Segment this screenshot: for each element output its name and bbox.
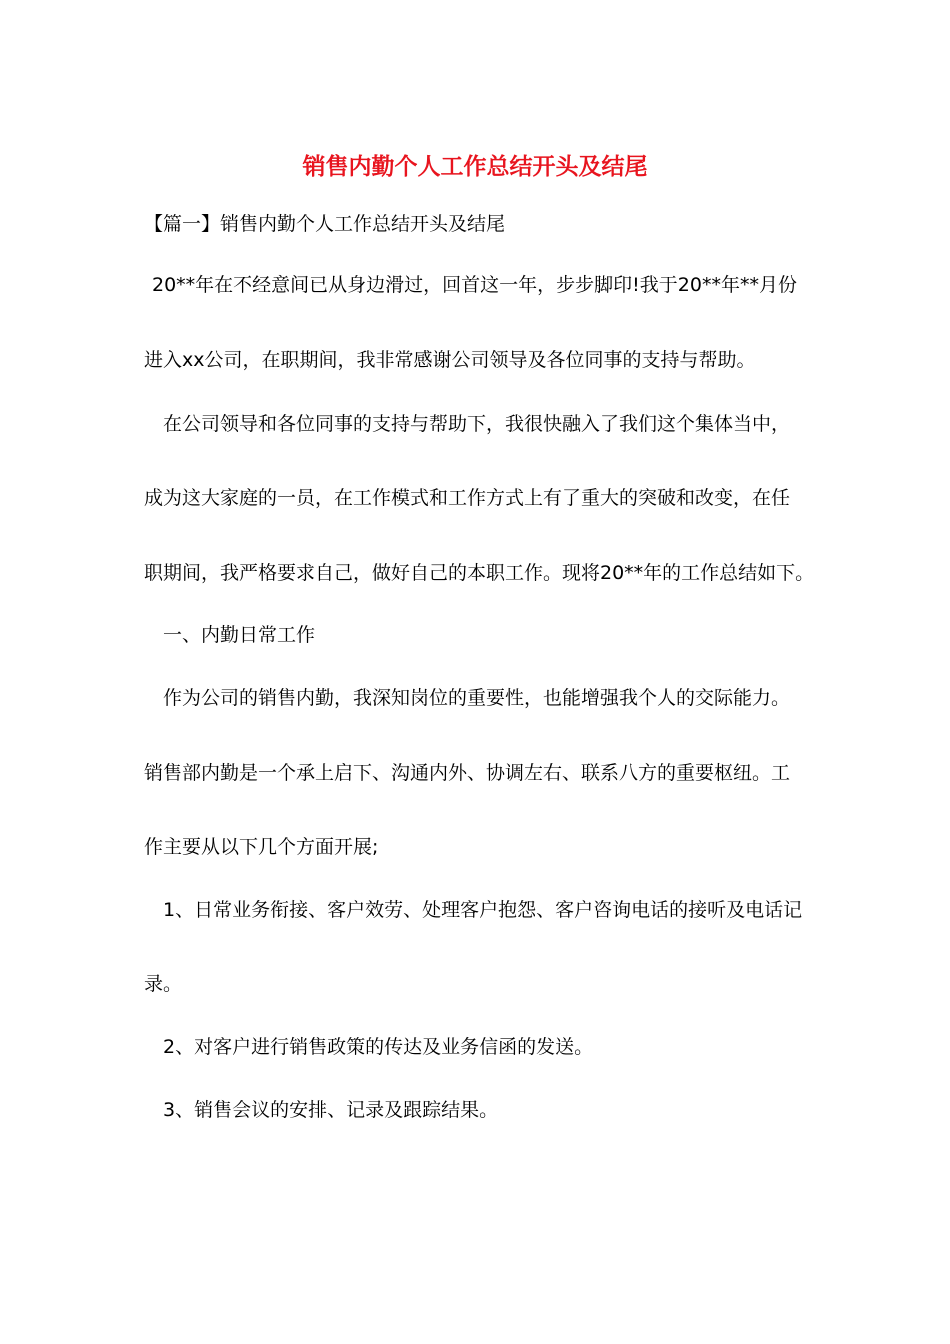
paragraph-line: 成为这大家庭的一员，在工作模式和工作方式上有了重大的突破和改变，在任 <box>144 487 791 509</box>
paragraph-line: 销售部内勤是一个承上启下、沟通内外、协调左右、联系八方的重要枢纽。工 <box>144 762 791 784</box>
list-item: 1、日常业务衔接、客户效劳、处理客户抱怨、客户咨询电话的接听及电话记 <box>163 899 803 921</box>
section-heading: 【篇一】销售内勤个人工作总结开头及结尾 <box>144 213 506 235</box>
document-title: 销售内勤个人工作总结开头及结尾 <box>302 153 648 180</box>
paragraph-line: 作为公司的销售内勤，我深知岗位的重要性，也能增强我个人的交际能力。 <box>163 687 791 709</box>
list-item: 2、对客户进行销售政策的传达及业务信函的发送。 <box>163 1036 594 1058</box>
paragraph-line: 作主要从以下几个方面开展; <box>144 836 379 858</box>
paragraph-line: 职期间，我严格要求自己，做好自己的本职工作。现将20**年的工作总结如下。 <box>144 562 815 584</box>
list-item-continuation: 录。 <box>144 973 183 995</box>
paragraph-line: 20**年在不经意间已从身边滑过，回首这一年，步步脚印!我于20**年**月份 <box>152 274 797 296</box>
list-item: 3、销售会议的安排、记录及跟踪结果。 <box>163 1099 499 1121</box>
paragraph-line: 进入xx公司，在职期间，我非常感谢公司领导及各位同事的支持与帮助。 <box>144 349 756 371</box>
subsection-heading: 一、内勤日常工作 <box>163 624 316 646</box>
paragraph-line: 在公司领导和各位同事的支持与帮助下，我很快融入了我们这个集体当中， <box>163 413 791 435</box>
